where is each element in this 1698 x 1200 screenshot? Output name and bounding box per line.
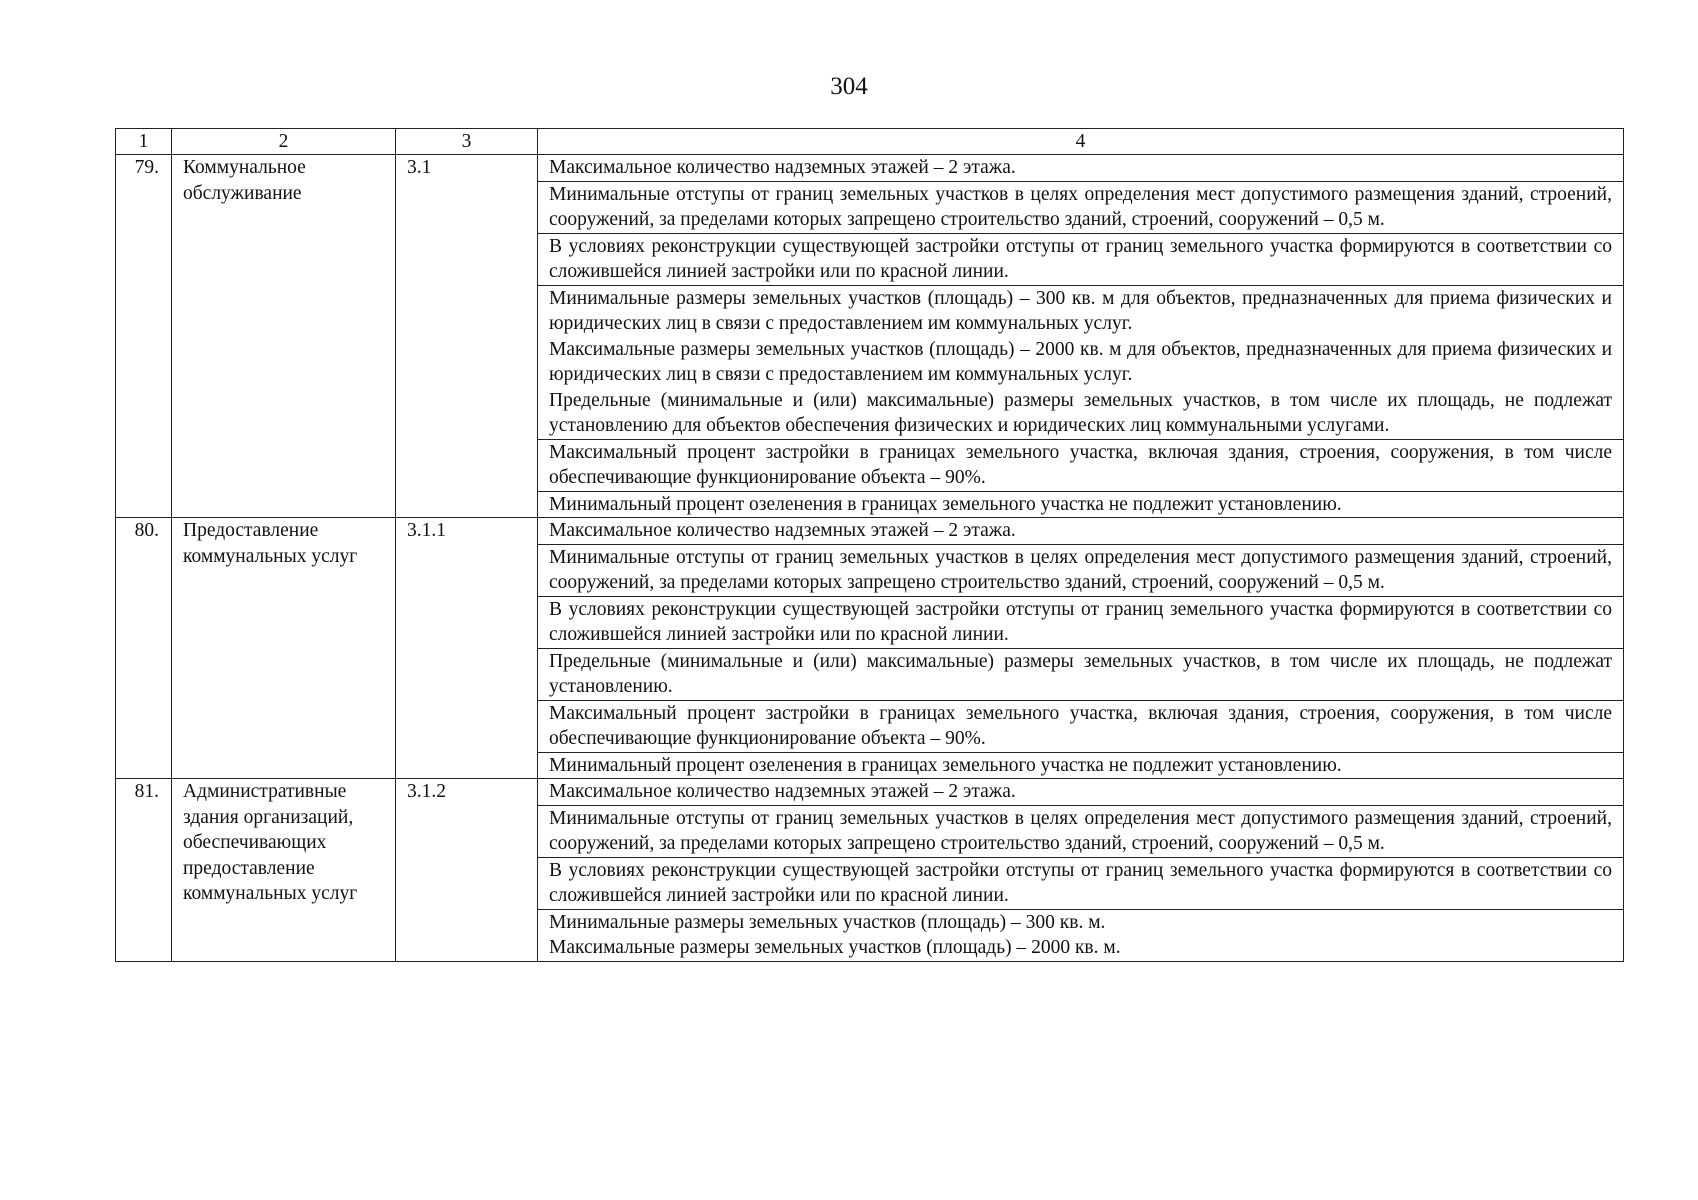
- parameter-text: Максимальный процент застройки в границах земельного участка, включая здания, строения, сооружения, в том числе обеспечивающие функционирование объекта – 90%.: [549, 441, 1612, 488]
- column-number-row: [116, 129, 1624, 155]
- parameter-cell: [538, 752, 1624, 779]
- parameter-cell: [538, 857, 1624, 909]
- parameter-cell: [538, 155, 1624, 182]
- page-number: 304: [830, 73, 868, 100]
- parameter-cell: [538, 439, 1624, 491]
- parameter-cell: [538, 779, 1624, 806]
- parameter-cell: [538, 181, 1624, 233]
- parameter-text: Максимальный процент застройки в границах земельного участка, включая здания, строения, сооружения, в том числе обеспечивающие функционирование объекта – 90%.: [549, 702, 1612, 749]
- parameter-text: Предельные (минимальные и (или) максимальные) размеры земельных участков, в том числе их площадь, не подлежат установлению для объектов обеспечения физических и юридических лиц коммунальными услугами.: [549, 389, 1612, 436]
- parameter-text: Минимальный процент озеленения в границах земельного участка не подлежит установлению.: [549, 493, 1342, 515]
- parameter-text: Минимальные размеры земельных участков (площадь) – 300 кв. м.: [549, 911, 1106, 933]
- parameter-cell: [538, 491, 1624, 518]
- parameter-text: Максимальные размеры земельных участков (площадь) – 2000 кв. м для объектов, предназначенных для приема физических и юридических лиц в связи с предоставлением им коммунальных услуг.: [549, 338, 1612, 385]
- column-header-3: 3: [396, 129, 538, 155]
- parameter-text: Минимальные отступы от границ земельных участков в целях определения мест допустимого размещения зданий, строений, сооружений, за пределами которых запрещено строительство зданий, строений, сооружений – 0,5 м.: [549, 546, 1612, 593]
- parameter-text: В условиях реконструкции существующей застройки отступы от границ земельного участка формируются в соответствии со сложившейся линией застройки или по красной линии.: [549, 235, 1612, 282]
- parameter-cell: [538, 805, 1624, 857]
- column-header-1: 1: [116, 129, 172, 155]
- row-number: 80.: [116, 518, 172, 779]
- parameter-cell: [538, 285, 1624, 439]
- parameter-cell: [538, 700, 1624, 752]
- parameter-cell: [538, 648, 1624, 700]
- parameter-text: Минимальные размеры земельных участков (площадь) – 300 кв. м для объектов, предназначенных для приема физических и юридических лиц в связи с предоставлением им коммунальных услуг.: [549, 287, 1612, 334]
- parameter-text: Максимальное количество надземных этажей – 2 этажа.: [549, 157, 1016, 178]
- land-use-type-name: Административные здания организаций, обеспечивающих предоставление коммунальных услуг: [172, 779, 396, 962]
- table-body: [116, 129, 1624, 962]
- parameter-cell: [538, 518, 1624, 545]
- land-use-code: 3.1.2: [396, 779, 538, 962]
- regulations-table: [115, 128, 1624, 962]
- parameter-text: В условиях реконструкции существующей застройки отступы от границ земельного участка формируются в соответствии со сложившейся линией застройки или по красной линии.: [549, 859, 1612, 906]
- column-header-4: 4: [538, 129, 1624, 155]
- parameter-text: Минимальные отступы от границ земельных участков в целях определения мест допустимого размещения зданий, строений, сооружений, за пределами которых запрещено строительство зданий, строений, сооружений – 0,5 м.: [549, 807, 1612, 854]
- parameter-text: Максимальные размеры земельных участков (площадь) – 2000 кв. м.: [549, 937, 1121, 958]
- row-number: 79.: [116, 155, 172, 518]
- table-row: [116, 155, 1624, 182]
- land-use-code: 3.1: [396, 155, 538, 518]
- parameter-cell: [538, 233, 1624, 285]
- table-row: [116, 518, 1624, 545]
- parameter-text: Максимальное количество надземных этажей – 2 этажа.: [549, 520, 1016, 541]
- land-use-code: 3.1.1: [396, 518, 538, 779]
- parameter-cell: [538, 909, 1624, 961]
- parameter-cell: [538, 544, 1624, 596]
- parameter-text: Максимальное количество надземных этажей – 2 этажа.: [549, 781, 1016, 802]
- column-header-2: 2: [172, 129, 396, 155]
- parameter-text: В условиях реконструкции существующей застройки отступы от границ земельного участка формируются в соответствии со сложившейся линией застройки или по красной линии.: [549, 598, 1612, 645]
- land-use-type-name: Предоставление коммунальных услуг: [172, 518, 396, 779]
- land-use-type-name: Коммунальное обслуживание: [172, 155, 396, 518]
- parameter-cell: [538, 596, 1624, 648]
- parameter-text: Минимальные отступы от границ земельных участков в целях определения мест допустимого размещения зданий, строений, сооружений, за пределами которых запрещено строительство зданий, строений, сооружений – 0,5 м.: [549, 183, 1612, 230]
- table-row: [116, 779, 1624, 806]
- parameter-text: Предельные (минимальные и (или) максимальные) размеры земельных участков, в том числе их площадь, не подлежат установлению.: [549, 650, 1612, 697]
- parameter-text: Минимальный процент озеленения в границах земельного участка не подлежит установлению.: [549, 754, 1342, 776]
- row-number: 81.: [116, 779, 172, 962]
